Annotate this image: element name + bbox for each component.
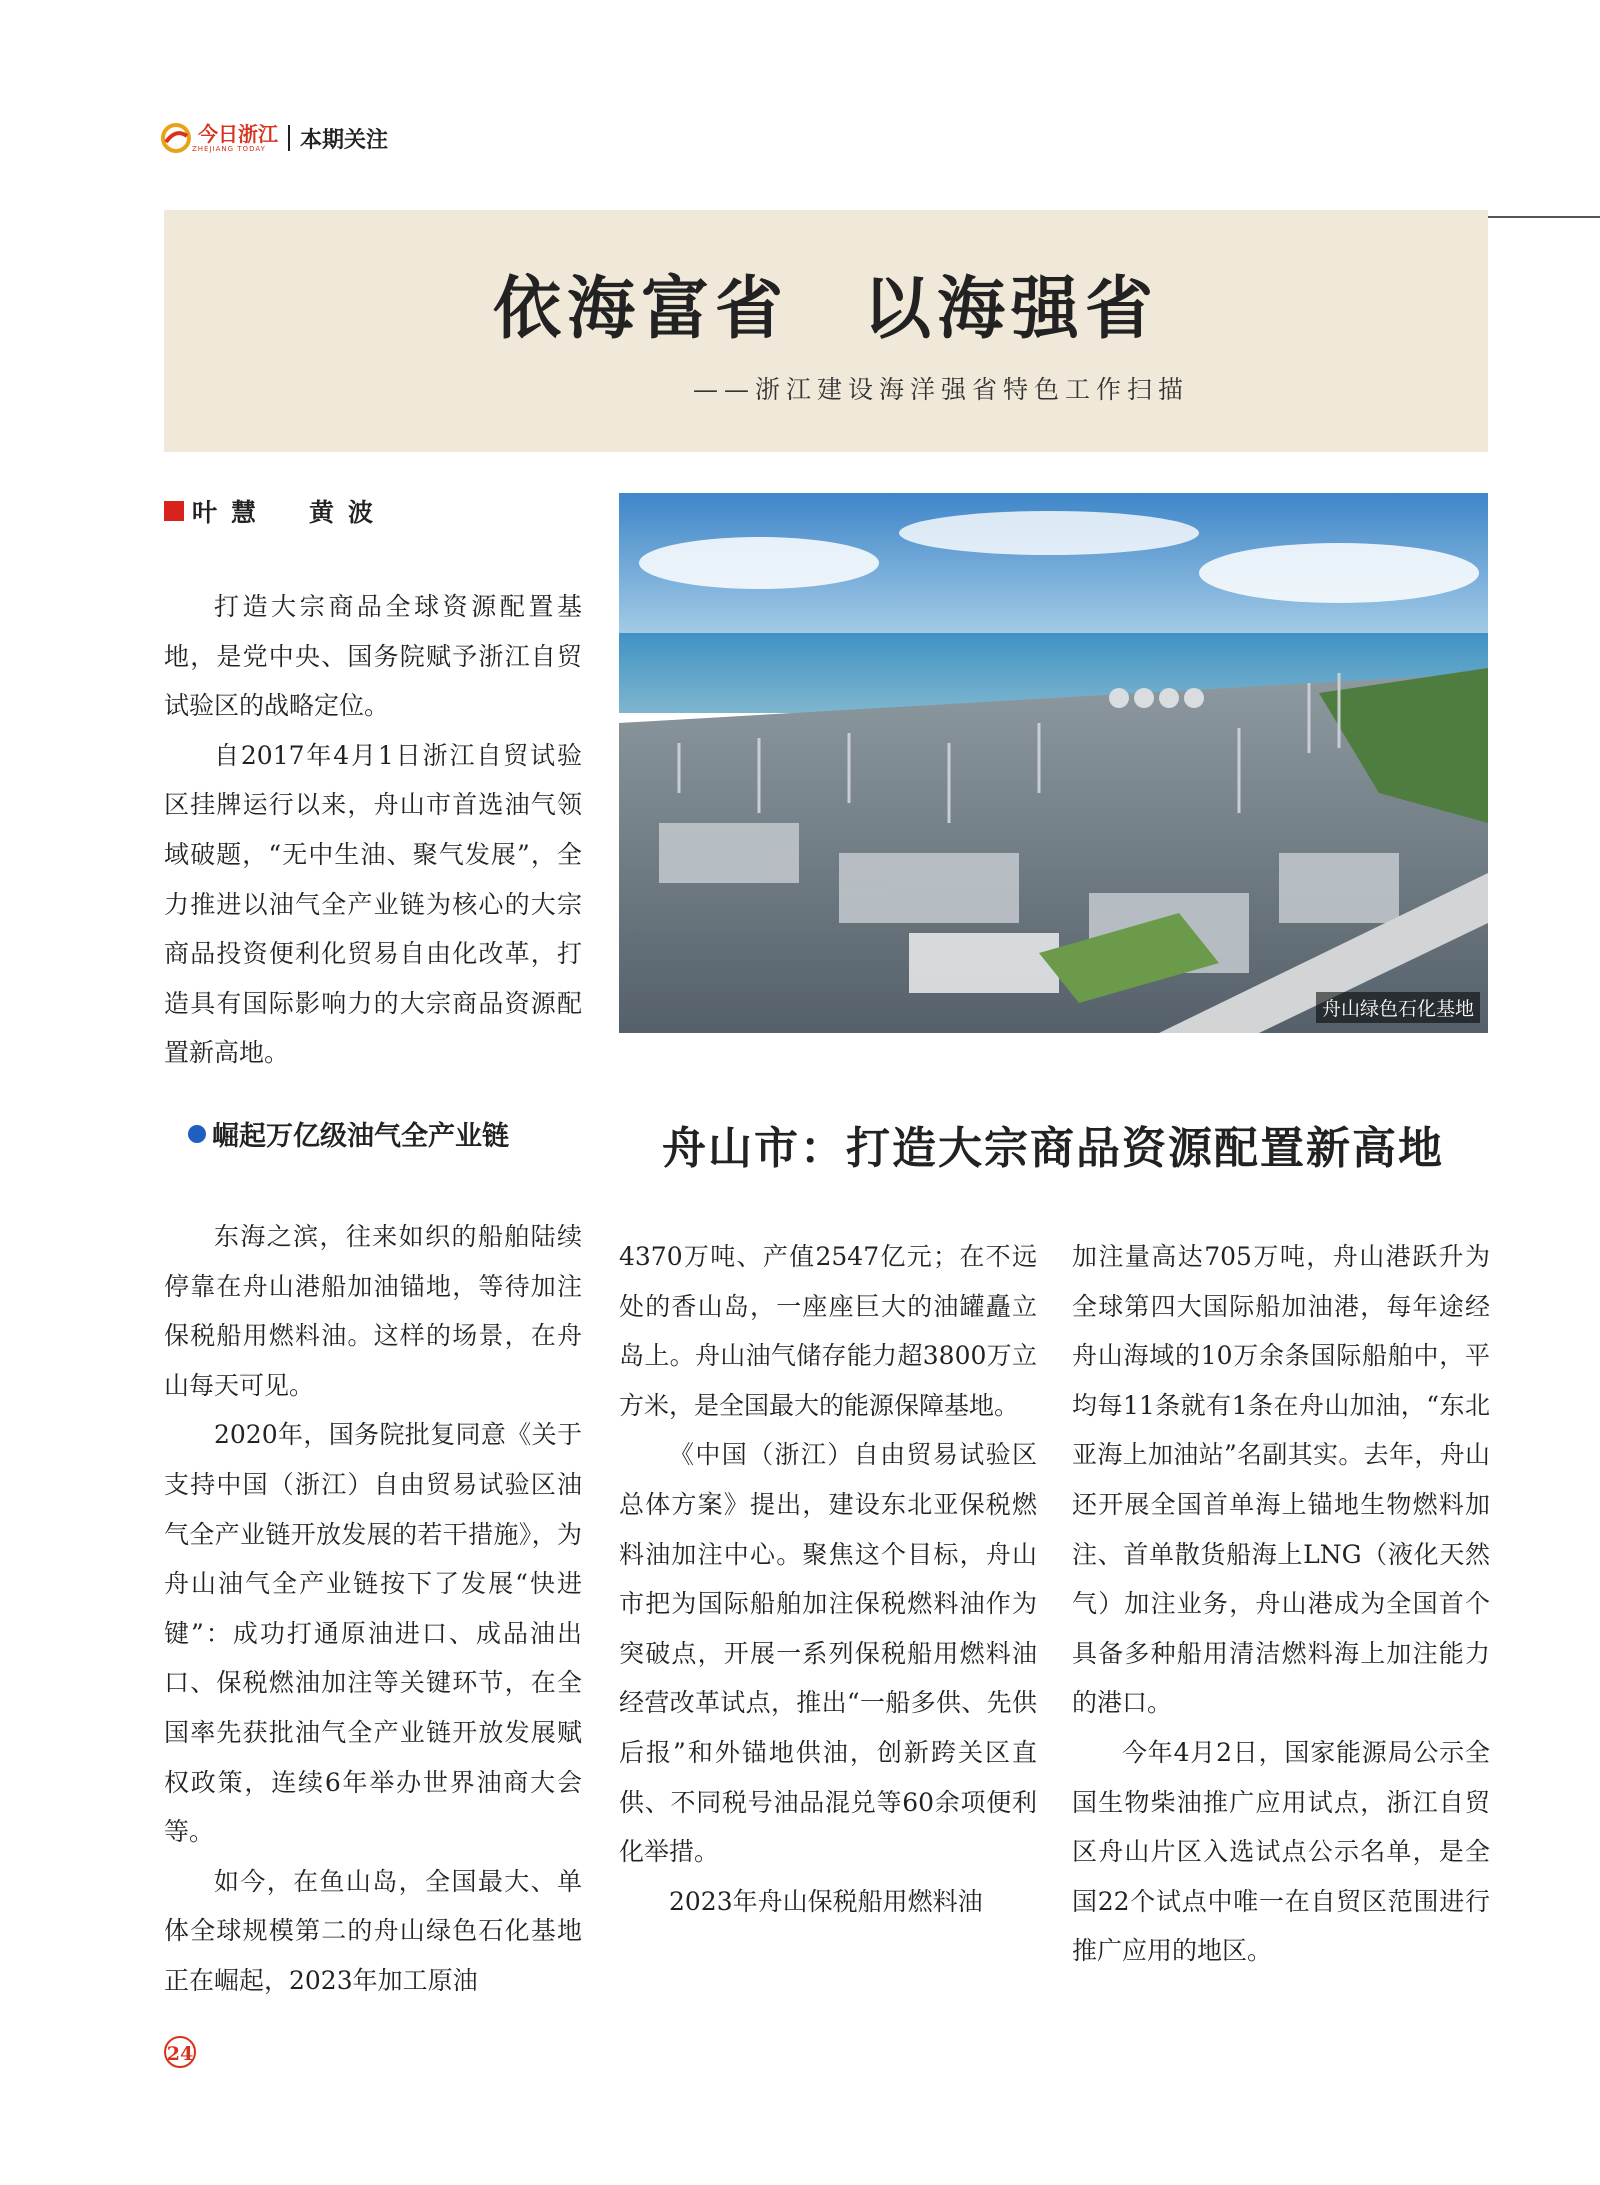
- page-number: 24: [164, 2036, 196, 2068]
- author-marker-icon: [164, 501, 184, 521]
- paragraph: 东海之滨，往来如织的船舶陆续停靠在舟山港船加油锚地，等待加注保税船用燃料油。这样的场景，在舟山每天可见。: [164, 1222, 582, 1400]
- paragraph: 2023年舟山保税船用燃料油: [669, 1886, 983, 1916]
- top-rule: [1488, 216, 1600, 218]
- photo-caption: 舟山绿色石化基地: [1316, 992, 1480, 1023]
- paragraph: 自2017年4月1日浙江自贸试验区挂牌运行以来，舟山市首选油气领域破题，“无中生油、聚气发展”，全力推进以油气全产业链为核心的大宗商品投资便利化贸易自由化改革，打造具有国际影响力的大宗商品资源配置新高地。: [164, 740, 582, 1068]
- body-column-3: [1072, 1232, 1490, 1976]
- section-label: 本期关注: [300, 127, 389, 153]
- bullet-dot-icon: [188, 1125, 206, 1143]
- subtitle: ——浙江建设海洋强省特色工作扫描: [692, 375, 1189, 404]
- author-line: [164, 493, 387, 529]
- article-photo: [619, 493, 1488, 1033]
- section-heading-text: 崛起万亿级油气全产业链: [212, 1121, 509, 1152]
- paragraph: 2020年，国务院批复同意《关于支持中国（浙江）自由贸易试验区油气全产业链开放发展的若干措施》，为舟山油气全产业链按下了发展“快进键”：成功打通原油进口、成品油出口、保税燃油加注等关键环节，在全国率先获批油气全产业链开放发展赋权政策，连续6年举办世界油商大会等。: [164, 1420, 582, 1847]
- article-title: 舟山市：打造大宗商品资源配置新高地: [662, 1123, 1444, 1174]
- paragraph: 加注量高达705万吨，舟山港跃升为全球第四大国际船加油港，每年途经舟山海域的10万余条国际船舶中，平均每11条就有1条在舟山加油，“东北亚海上加油站”名副其实。去年，舟山还开展全国首单海上锚地生物燃料加注、首单散货船海上LNG（液化天然气）加注业务，舟山港成为全国首个具备多种船用清洁燃料海上加注能力的港口。: [1072, 1242, 1490, 1718]
- paragraph: 《中国（浙江）自由贸易试验区总体方案》提出，建设东北亚保税燃料油加注中心。聚焦这个目标，舟山市把为国际船舶加注保税燃料油作为突破点，开展一系列保税船用燃料油经营改革试点，推出“一船多供、先供后报”和外锚地供油，创新跨关区直供、不同税号油品混兑等60余项便利化举措。: [619, 1440, 1037, 1867]
- logo-swirl-icon: [160, 122, 192, 154]
- paragraph: 打造大宗商品全球资源配置基地，是党中央、国务院赋予浙江自贸试验区的战略定位。: [164, 592, 582, 721]
- author-name: 叶慧 黄波: [192, 498, 388, 527]
- body-column-1: [164, 1212, 582, 2006]
- logo-text: 今日浙江: [198, 121, 278, 146]
- petrochemical-base-photo: [619, 493, 1488, 1033]
- title-banner: [164, 210, 1488, 452]
- section-heading: [188, 1114, 509, 1153]
- masthead: [160, 118, 388, 158]
- logo-subtext: ZHEJIANG TODAY: [192, 144, 266, 153]
- logo: [192, 121, 278, 153]
- paragraph: 如今，在鱼山岛，全国最大、单体全球规模第二的舟山绿色石化基地正在崛起，2023年加工原油: [164, 1866, 582, 1995]
- main-title: 依海富省 以海强省: [492, 269, 1159, 349]
- header-divider: [288, 125, 290, 151]
- body-column-2: [619, 1232, 1037, 1926]
- intro-text: [164, 582, 582, 1078]
- paragraph: 4370万吨、产值2547亿元；在不远处的香山岛，一座座巨大的油罐矗立岛上。舟山油气储存能力超3800万立方米，是全国最大的能源保障基地。: [619, 1242, 1037, 1420]
- paragraph: 今年4月2日，国家能源局公示全国生物柴油推广应用试点，浙江自贸区舟山片区入选试点公示名单，是全国22个试点中唯一在自贸区范围进行推广应用的地区。: [1072, 1737, 1490, 1966]
